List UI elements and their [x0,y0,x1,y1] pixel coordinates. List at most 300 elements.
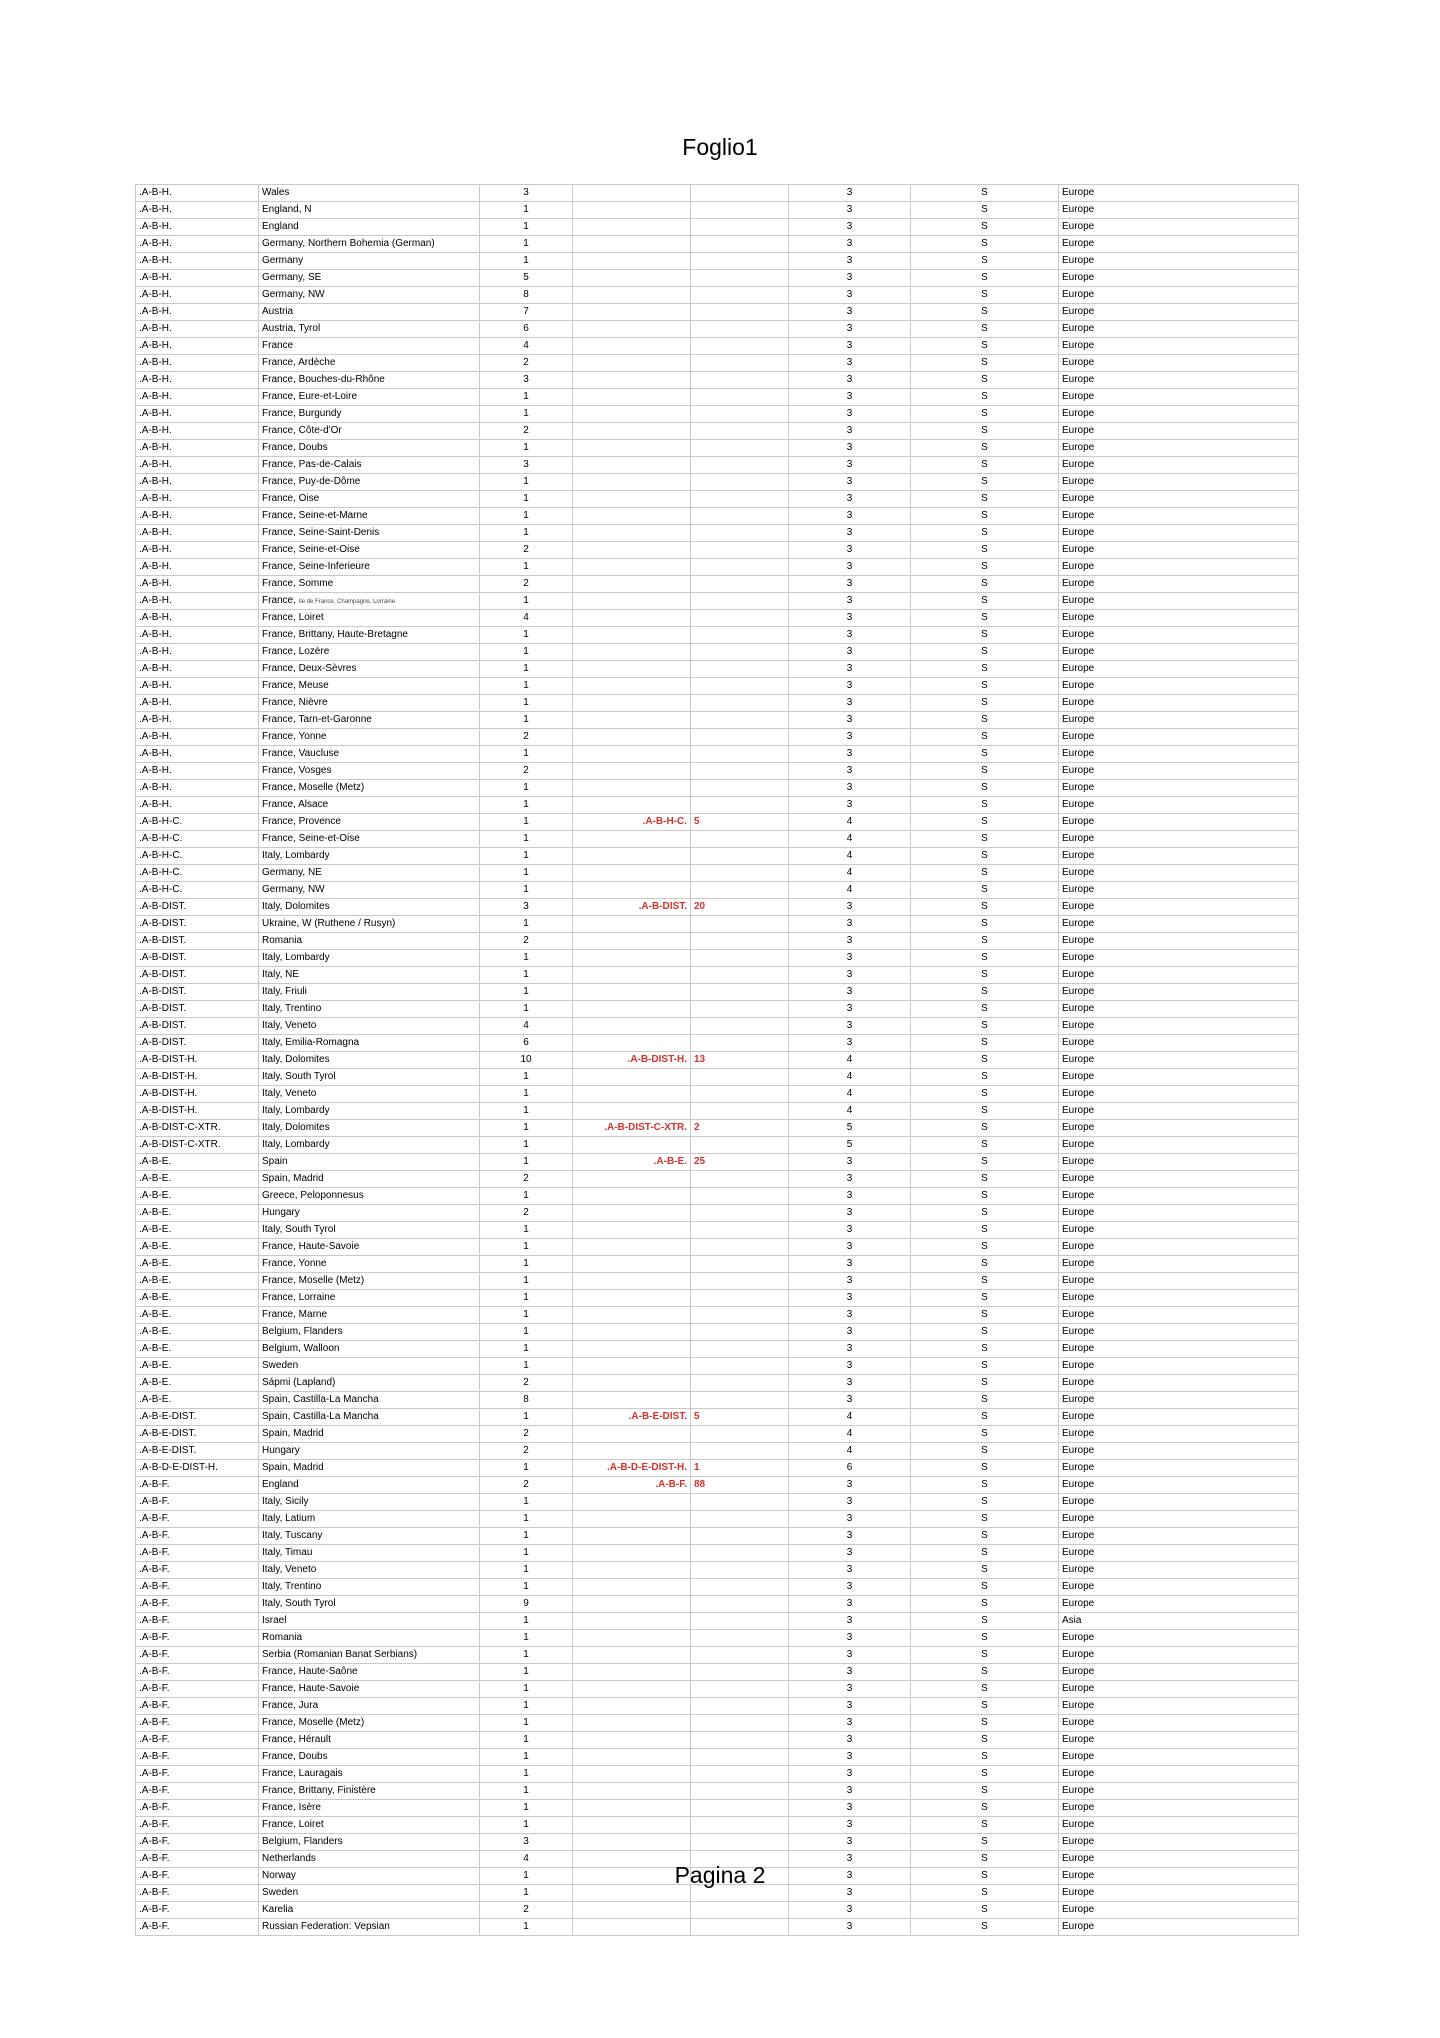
cell-continent-text: Europe [1062,1003,1095,1014]
cell-continent [1059,1579,1299,1596]
cell-count-text: 1 [523,1122,529,1133]
cell-continent [1059,1154,1299,1171]
cell-region-text: Italy, Latium [262,1513,316,1524]
cell-type-text: S [981,204,988,215]
cell-continent-text: Europe [1062,1921,1095,1932]
cell-group-total [691,1426,789,1443]
cell-group-label [573,559,691,576]
cell-count-text: 1 [523,1003,529,1014]
cell-type-text: S [981,187,988,198]
cell-group-label [573,695,691,712]
cell-continent [1059,321,1299,338]
cell-type-text: S [981,1564,988,1575]
cell-region [259,780,480,797]
cell-group-total [691,1783,789,1800]
cell-type-text: S [981,1496,988,1507]
table-row [136,1460,1299,1477]
cell-code [136,389,259,406]
cell-group-total [691,610,789,627]
cell-region-text: France, Meuse [262,680,329,691]
cell-region-text: Austria [262,306,294,317]
cell-continent-text: Europe [1062,1683,1095,1694]
cell-type-text: S [981,1768,988,1779]
cell-group-total [691,1681,789,1698]
table-row [136,1409,1299,1426]
cell-code [136,678,259,695]
cell-group-total [691,1137,789,1154]
cell-code-text: .A-B-E. [139,1275,172,1286]
cell-level [789,899,911,916]
cell-count-text: 1 [523,1088,529,1099]
table-row [136,1783,1299,1800]
cell-count-text: 5 [523,272,529,283]
cell-region-text: Italy, Dolomites [262,1122,330,1133]
cell-level-text: 3 [846,782,853,793]
cell-count-text: 2 [523,731,529,742]
table-row [136,899,1299,916]
cell-count-text: 1 [523,1547,529,1558]
cell-continent [1059,1086,1299,1103]
cell-count [480,355,573,372]
cell-group-total [691,1579,789,1596]
cell-type [911,661,1059,678]
cell-code-text: .A-B-F. [139,1615,170,1626]
cell-group-total [691,1171,789,1188]
cell-group-label-text: .A-B-H-C. [642,816,687,827]
cell-count-text: 6 [523,1037,529,1048]
cell-region [259,321,480,338]
cell-group-total [691,1919,789,1936]
cell-code-text: .A-B-E. [139,1156,172,1167]
cell-code [136,1817,259,1834]
cell-level [789,185,911,202]
cell-count [480,1307,573,1324]
table-row [136,1545,1299,1562]
cell-level [789,644,911,661]
cell-count [480,1375,573,1392]
table-row [136,916,1299,933]
cell-region [259,1494,480,1511]
cell-level-text: 6 [846,1462,853,1473]
table-row [136,1018,1299,1035]
cell-type [911,1698,1059,1715]
cell-count [480,1290,573,1307]
cell-level-text: 5 [846,1122,853,1133]
cell-level-text: 3 [846,1513,853,1524]
cell-continent [1059,1494,1299,1511]
cell-region-text: France, Burgundy [262,408,342,419]
cell-region-text: France, Deux-Sèvres [262,663,357,674]
cell-level [789,1324,911,1341]
cell-region [259,236,480,253]
cell-continent [1059,1392,1299,1409]
cell-level [789,1103,911,1120]
cell-type-text: S [981,1853,988,1864]
cell-type [911,1715,1059,1732]
cell-count-text: 1 [523,510,529,521]
cell-level-text: 4 [846,850,853,861]
cell-level-text: 3 [846,187,853,198]
cell-type [911,1341,1059,1358]
cell-type-text: S [981,1326,988,1337]
cell-count-text: 8 [523,1394,529,1405]
cell-region-text: Spain, Madrid [262,1428,324,1439]
cell-continent [1059,1511,1299,1528]
cell-code-text: .A-B-DIST. [139,1020,187,1031]
cell-level [789,1205,911,1222]
cell-continent-text: Europe [1062,969,1095,980]
cell-region [259,865,480,882]
cell-code [136,1392,259,1409]
cell-region [259,1902,480,1919]
cell-continent [1059,1375,1299,1392]
table-row [136,423,1299,440]
cell-code-text: .A-B-DIST. [139,986,187,997]
cell-level [789,797,911,814]
cell-level-text: 3 [846,1003,853,1014]
cell-level [789,270,911,287]
cell-continent-text: Europe [1062,1224,1095,1235]
cell-region-text: France, Seine-et-Oise [262,833,360,844]
cell-code-text: .A-B-H. [139,289,172,300]
cell-code-text: .A-B-H. [139,425,172,436]
cell-level-text: 3 [846,1836,853,1847]
table-row [136,1273,1299,1290]
cell-level-text: 3 [846,663,853,674]
table-row [136,1562,1299,1579]
cell-count-text: 3 [523,459,529,470]
cell-type [911,729,1059,746]
table-row [136,491,1299,508]
cell-continent [1059,372,1299,389]
cell-code-text: .A-B-F. [139,1802,170,1813]
cell-level-text: 3 [846,680,853,691]
cell-group-total [691,1001,789,1018]
cell-count [480,1392,573,1409]
cell-code-text: .A-B-E. [139,1224,172,1235]
cell-group-label [573,1613,691,1630]
cell-count-text: 1 [523,1462,529,1473]
cell-type-text: S [981,680,988,691]
table-row [136,372,1299,389]
cell-group-total [691,1375,789,1392]
cell-type-text: S [981,1581,988,1592]
cell-count-text: 1 [523,1734,529,1745]
cell-type [911,270,1059,287]
cell-region [259,1392,480,1409]
cell-level-text: 3 [846,1292,853,1303]
cell-continent-text: Europe [1062,459,1095,470]
cell-type [911,1562,1059,1579]
cell-code-text: .A-B-H-C. [139,833,183,844]
cell-count-text: 1 [523,1887,529,1898]
cell-level [789,1613,911,1630]
cell-count [480,1664,573,1681]
cell-group-total [691,1273,789,1290]
cell-code [136,525,259,542]
cell-continent-text: Europe [1062,1547,1095,1558]
cell-code-text: .A-B-E. [139,1241,172,1252]
cell-continent [1059,1069,1299,1086]
cell-continent [1059,253,1299,270]
cell-region [259,678,480,695]
cell-group-total [691,406,789,423]
cell-group-total [691,321,789,338]
table-row [136,1647,1299,1664]
cell-region [259,610,480,627]
cell-code [136,899,259,916]
cell-group-total [691,576,789,593]
cell-type [911,287,1059,304]
cell-code-text: .A-B-H. [139,357,172,368]
cell-count [480,1256,573,1273]
cell-code [136,270,259,287]
cell-group-total [691,1222,789,1239]
cell-group-label [573,1596,691,1613]
cell-count-text: 3 [523,1836,529,1847]
cell-type [911,542,1059,559]
cell-code [136,1205,259,1222]
cell-region [259,593,480,610]
cell-group-label [573,508,691,525]
cell-continent [1059,1341,1299,1358]
cell-type [911,1919,1059,1936]
cell-type [911,1273,1059,1290]
cell-code [136,848,259,865]
cell-group-label [573,1222,691,1239]
cell-group-label [573,1579,691,1596]
cell-region-text: Germany, SE [262,272,322,283]
cell-code [136,338,259,355]
cell-group-total [691,1460,789,1477]
cell-group-total [691,1069,789,1086]
cell-type-text: S [981,969,988,980]
cell-region [259,1528,480,1545]
cell-type-text: S [981,884,988,895]
cell-type-text: S [981,1751,988,1762]
cell-type [911,763,1059,780]
cell-continent [1059,525,1299,542]
spreadsheet-table [135,184,1299,1936]
cell-continent [1059,1222,1299,1239]
cell-region-text: France, Somme [262,578,334,589]
cell-level [789,1154,911,1171]
cell-type-text: S [981,867,988,878]
cell-group-total [691,848,789,865]
cell-region-text: France, Vosges [262,765,332,776]
cell-group-total [691,695,789,712]
cell-level [789,1375,911,1392]
cell-region-text: France, Puy-de-Dôme [262,476,361,487]
cell-level-text: 3 [846,1343,853,1354]
table-row [136,610,1299,627]
cell-level-text: 3 [846,1394,853,1405]
cell-count-text: 1 [523,1156,529,1167]
table-row [136,933,1299,950]
cell-count [480,1188,573,1205]
cell-type-text: S [981,1173,988,1184]
cell-region-text: Hungary [262,1445,300,1456]
cell-code-text: .A-B-H. [139,765,172,776]
cell-level-text: 3 [846,1241,853,1252]
cell-type-text: S [981,1054,988,1065]
cell-group-total [691,1256,789,1273]
cell-continent-text: Europe [1062,544,1095,555]
table-row [136,457,1299,474]
table-row [136,678,1299,695]
cell-group-total [691,253,789,270]
cell-type-text: S [981,1513,988,1524]
cell-group-label-text: .A-B-D-E-DIST-H. [607,1462,687,1473]
cell-type-text: S [981,1547,988,1558]
cell-continent [1059,1324,1299,1341]
cell-count-text: 1 [523,1139,529,1150]
cell-region-text: England, N [262,204,312,215]
cell-continent [1059,1528,1299,1545]
cell-type [911,1239,1059,1256]
cell-code [136,1749,259,1766]
cell-code-text: .A-B-H-C. [139,850,183,861]
cell-type [911,984,1059,1001]
cell-count [480,491,573,508]
table-row [136,270,1299,287]
cell-region [259,1069,480,1086]
cell-count [480,763,573,780]
cell-type [911,338,1059,355]
cell-group-total [691,236,789,253]
cell-type-text: S [981,544,988,555]
cell-continent [1059,1613,1299,1630]
cell-continent-text: Europe [1062,1870,1095,1881]
table-row [136,1086,1299,1103]
cell-type [911,304,1059,321]
cell-code-text: .A-B-DIST-C-XTR. [139,1139,221,1150]
cell-level-text: 3 [846,578,853,589]
cell-region [259,1783,480,1800]
cell-code-text: .A-B-H. [139,187,172,198]
cell-group-label [573,1171,691,1188]
cell-count-text: 1 [523,1496,529,1507]
cell-code-text: .A-B-F. [139,1513,170,1524]
cell-group-label [573,1494,691,1511]
cell-group-total [691,1307,789,1324]
table-row [136,1375,1299,1392]
cell-type-text: S [981,1020,988,1031]
cell-group-total-text: 20 [694,901,706,912]
cell-group-total [691,372,789,389]
cell-group-label [573,576,691,593]
cell-group-total [691,933,789,950]
cell-type-text: S [981,816,988,827]
cell-level-text: 3 [846,697,853,708]
cell-level-text: 3 [846,986,853,997]
cell-continent-text: Europe [1062,1088,1095,1099]
cell-level-text: 3 [846,595,853,606]
cell-code [136,1664,259,1681]
cell-type [911,457,1059,474]
cell-region-note: Ile de France, Champagne, Lorraine [298,598,396,605]
cell-continent-text: Europe [1062,1717,1095,1728]
cell-continent-text: Europe [1062,374,1095,385]
cell-type [911,236,1059,253]
cell-level-text: 3 [846,1037,853,1048]
cell-code [136,593,259,610]
cell-group-label [573,406,691,423]
cell-region-text: Italy, Friuli [262,986,307,997]
cell-continent-text: Europe [1062,425,1095,436]
cell-count [480,1749,573,1766]
cell-type [911,1018,1059,1035]
cell-region-text: France, Seine-et-Oise [262,544,360,555]
cell-level [789,491,911,508]
cell-code-text: .A-B-E. [139,1343,172,1354]
cell-group-label [573,831,691,848]
cell-group-label [573,899,691,916]
cell-count-text: 2 [523,425,529,436]
cell-type [911,1222,1059,1239]
table-row [136,355,1299,372]
cell-region [259,219,480,236]
cell-region [259,1766,480,1783]
cell-group-label [573,746,691,763]
cell-count [480,253,573,270]
cell-group-label [573,1545,691,1562]
table-row [136,1511,1299,1528]
cell-count-text: 1 [523,884,529,895]
cell-count [480,559,573,576]
table-row [136,1426,1299,1443]
cell-type-text: S [981,1530,988,1541]
table-row [136,1052,1299,1069]
cell-group-total [691,797,789,814]
cell-group-total [691,950,789,967]
cell-type-text: S [981,374,988,385]
cell-level-text: 3 [846,1377,853,1388]
cell-code-text: .A-B-DIST. [139,1037,187,1048]
cell-type [911,355,1059,372]
cell-count [480,423,573,440]
cell-level [789,457,911,474]
cell-level-text: 3 [846,1683,853,1694]
cell-level-text: 3 [846,918,853,929]
cell-code-text: .A-B-DIST. [139,918,187,929]
cell-level-text: 3 [846,1156,853,1167]
cell-code-text: .A-B-H. [139,680,172,691]
cell-region [259,1222,480,1239]
cell-continent [1059,1698,1299,1715]
cell-type [911,797,1059,814]
cell-level-text: 4 [846,816,853,827]
table-row [136,542,1299,559]
cell-code-text: .A-B-DIST-H. [139,1088,198,1099]
cell-count-text: 1 [523,1513,529,1524]
cell-continent-text: Europe [1062,578,1095,589]
cell-count-text: 4 [523,1853,529,1864]
cell-region [259,644,480,661]
cell-type-text: S [981,1632,988,1643]
cell-group-total [691,1749,789,1766]
cell-level [789,950,911,967]
cell-count-text: 1 [523,1666,529,1677]
cell-continent-text: Europe [1062,1734,1095,1745]
cell-type-text: S [981,663,988,674]
cell-continent-text: Europe [1062,1292,1095,1303]
cell-group-label [573,1341,691,1358]
cell-code [136,1511,259,1528]
cell-count-text: 1 [523,714,529,725]
cell-level [789,1290,911,1307]
cell-level-text: 3 [846,1700,853,1711]
